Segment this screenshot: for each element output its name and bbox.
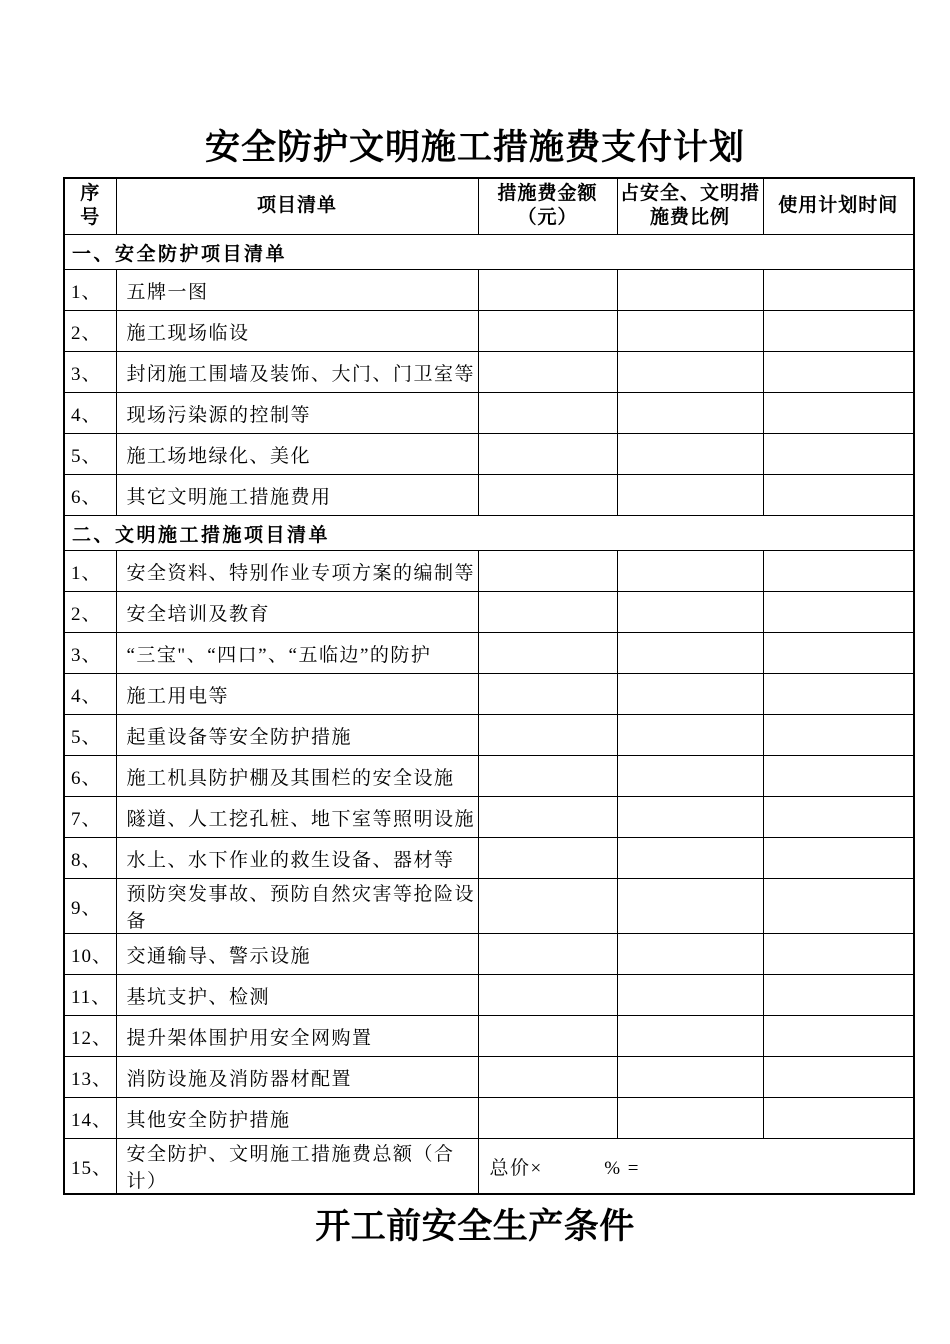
- table-row: [64, 393, 914, 434]
- amount-cell[interactable]: [478, 975, 617, 1016]
- col-header-amount: 措施费金额 （元）: [478, 178, 617, 235]
- amount-cell[interactable]: [478, 352, 617, 393]
- amount-cell[interactable]: [478, 1057, 617, 1098]
- amount-cell[interactable]: [478, 756, 617, 797]
- total-formula-cell[interactable]: 总价× % =: [478, 1139, 914, 1195]
- item-name-cell: 预防突发事故、预防自然灾害等抢险设备: [116, 879, 478, 934]
- table-row: [64, 311, 914, 352]
- section-header-row: [64, 516, 914, 551]
- col-header-ratio: 占安全、文明措 施费比例: [617, 178, 763, 235]
- amount-cell[interactable]: [478, 434, 617, 475]
- table-row: [64, 551, 914, 592]
- ratio-cell[interactable]: [617, 311, 763, 352]
- section-header: 一、安全防护项目清单: [64, 235, 914, 270]
- table-row: [64, 434, 914, 475]
- col-header-item: 项目清单: [116, 178, 478, 235]
- amount-cell[interactable]: [478, 311, 617, 352]
- seq-cell: 11、: [64, 975, 116, 1016]
- ratio-cell[interactable]: [617, 975, 763, 1016]
- amount-cell[interactable]: [478, 879, 617, 934]
- amount-cell[interactable]: [478, 475, 617, 516]
- amount-cell[interactable]: [478, 592, 617, 633]
- ratio-cell[interactable]: [617, 633, 763, 674]
- col-header-seq: 序 号: [64, 178, 116, 235]
- item-name-cell: 封闭施工围墙及装饰、大门、门卫室等: [116, 352, 478, 393]
- item-name-cell: 提升架体围护用安全网购置: [116, 1016, 478, 1057]
- seq-cell: 4、: [64, 393, 116, 434]
- table-row: [64, 592, 914, 633]
- seq-cell: 6、: [64, 475, 116, 516]
- time-cell[interactable]: [763, 756, 914, 797]
- table-row-total: [64, 1139, 914, 1195]
- seq-cell: 12、: [64, 1016, 116, 1057]
- amount-cell[interactable]: [478, 551, 617, 592]
- item-name-cell: 其它文明施工措施费用: [116, 475, 478, 516]
- amount-cell[interactable]: [478, 838, 617, 879]
- time-cell[interactable]: [763, 475, 914, 516]
- item-name-cell: 水上、水下作业的救生设备、器材等: [116, 838, 478, 879]
- table-row: [64, 1016, 914, 1057]
- col-header-time: 使用计划时间: [763, 178, 914, 235]
- amount-cell[interactable]: [478, 715, 617, 756]
- seq-cell: 2、: [64, 592, 116, 633]
- ratio-cell[interactable]: [617, 934, 763, 975]
- time-cell[interactable]: [763, 393, 914, 434]
- ratio-cell[interactable]: [617, 434, 763, 475]
- item-name-cell: 五牌一图: [116, 270, 478, 311]
- ratio-cell[interactable]: [617, 715, 763, 756]
- time-cell[interactable]: [763, 879, 914, 934]
- amount-cell[interactable]: [478, 797, 617, 838]
- item-name-cell: 其他安全防护措施: [116, 1098, 478, 1139]
- amount-cell[interactable]: [478, 393, 617, 434]
- amount-cell[interactable]: [478, 934, 617, 975]
- time-cell[interactable]: [763, 797, 914, 838]
- ratio-cell[interactable]: [617, 756, 763, 797]
- section-header-row: [64, 235, 914, 270]
- time-cell[interactable]: [763, 715, 914, 756]
- item-name-cell: 现场污染源的控制等: [116, 393, 478, 434]
- amount-cell[interactable]: [478, 674, 617, 715]
- seq-cell: 5、: [64, 715, 116, 756]
- amount-cell[interactable]: [478, 1098, 617, 1139]
- seq-cell: 13、: [64, 1057, 116, 1098]
- time-cell[interactable]: [763, 311, 914, 352]
- seq-cell: 1、: [64, 270, 116, 311]
- item-name-cell: 施工机具防护棚及其围栏的安全设施: [116, 756, 478, 797]
- footer-title: 开工前安全生产条件: [315, 1207, 635, 1246]
- table-row: [64, 715, 914, 756]
- item-name-cell: 施工用电等: [116, 674, 478, 715]
- time-cell[interactable]: [763, 934, 914, 975]
- table-row: [64, 1057, 914, 1098]
- time-cell[interactable]: [763, 1057, 914, 1098]
- time-cell[interactable]: [763, 352, 914, 393]
- ratio-cell[interactable]: [617, 674, 763, 715]
- item-name-cell: 安全防护、文明施工措施费总额（合计）: [116, 1139, 478, 1195]
- item-name-cell: 施工场地绿化、美化: [116, 434, 478, 475]
- seq-cell: 10、: [64, 934, 116, 975]
- seq-cell: 2、: [64, 311, 116, 352]
- ratio-cell[interactable]: [617, 797, 763, 838]
- item-name-cell: 消防设施及消防器材配置: [116, 1057, 478, 1098]
- ratio-cell[interactable]: [617, 551, 763, 592]
- ratio-cell[interactable]: [617, 270, 763, 311]
- table-row: [64, 756, 914, 797]
- time-cell[interactable]: [763, 270, 914, 311]
- item-name-cell: “三宝"、“四口”、“五临边”的防护: [116, 633, 478, 674]
- item-name-cell: 安全资料、特别作业专项方案的编制等: [116, 551, 478, 592]
- time-cell[interactable]: [763, 975, 914, 1016]
- table-row: [64, 270, 914, 311]
- time-cell[interactable]: [763, 838, 914, 879]
- seq-cell: 3、: [64, 352, 116, 393]
- table-row: [64, 934, 914, 975]
- ratio-cell[interactable]: [617, 352, 763, 393]
- time-cell[interactable]: [763, 674, 914, 715]
- ratio-cell[interactable]: [617, 838, 763, 879]
- item-name-cell: 隧道、人工挖孔桩、地下室等照明设施: [116, 797, 478, 838]
- ratio-cell[interactable]: [617, 1057, 763, 1098]
- item-name-cell: 基坑支护、检测: [116, 975, 478, 1016]
- table-row: [64, 633, 914, 674]
- ratio-cell[interactable]: [617, 1098, 763, 1139]
- item-name-cell: 施工现场临设: [116, 311, 478, 352]
- ratio-cell[interactable]: [617, 393, 763, 434]
- table-row: [64, 674, 914, 715]
- time-cell[interactable]: [763, 1016, 914, 1057]
- seq-cell: 9、: [64, 879, 116, 934]
- seq-cell: 14、: [64, 1098, 116, 1139]
- seq-cell: 7、: [64, 797, 116, 838]
- seq-cell: 1、: [64, 551, 116, 592]
- table-row: [64, 475, 914, 516]
- time-cell[interactable]: [763, 434, 914, 475]
- item-name-cell: 安全培训及教育: [116, 592, 478, 633]
- item-name-cell: 交通输导、警示设施: [116, 934, 478, 975]
- payment-plan-table: [63, 177, 915, 1196]
- page-title: 安全防护文明施工措施费支付计划: [204, 128, 745, 167]
- amount-cell[interactable]: [478, 633, 617, 674]
- table-row: [64, 879, 914, 934]
- amount-cell[interactable]: [478, 270, 617, 311]
- seq-cell: 8、: [64, 838, 116, 879]
- table-row: [64, 352, 914, 393]
- time-cell[interactable]: [763, 592, 914, 633]
- amount-cell[interactable]: [478, 1016, 617, 1057]
- seq-cell: 3、: [64, 633, 116, 674]
- ratio-cell[interactable]: [617, 592, 763, 633]
- section-header: 二、文明施工措施项目清单: [64, 516, 914, 551]
- table-row: [64, 975, 914, 1016]
- item-name-cell: 起重设备等安全防护措施: [116, 715, 478, 756]
- table-header-row: [64, 178, 914, 235]
- seq-cell: 6、: [64, 756, 116, 797]
- seq-cell: 5、: [64, 434, 116, 475]
- ratio-cell[interactable]: [617, 1016, 763, 1057]
- table-row: [64, 838, 914, 879]
- time-cell[interactable]: [763, 551, 914, 592]
- seq-cell: 4、: [64, 674, 116, 715]
- time-cell[interactable]: [763, 633, 914, 674]
- table-row: [64, 1098, 914, 1139]
- time-cell[interactable]: [763, 1098, 914, 1139]
- ratio-cell[interactable]: [617, 879, 763, 934]
- ratio-cell[interactable]: [617, 475, 763, 516]
- table-row: [64, 797, 914, 838]
- seq-cell: 15、: [64, 1139, 116, 1195]
